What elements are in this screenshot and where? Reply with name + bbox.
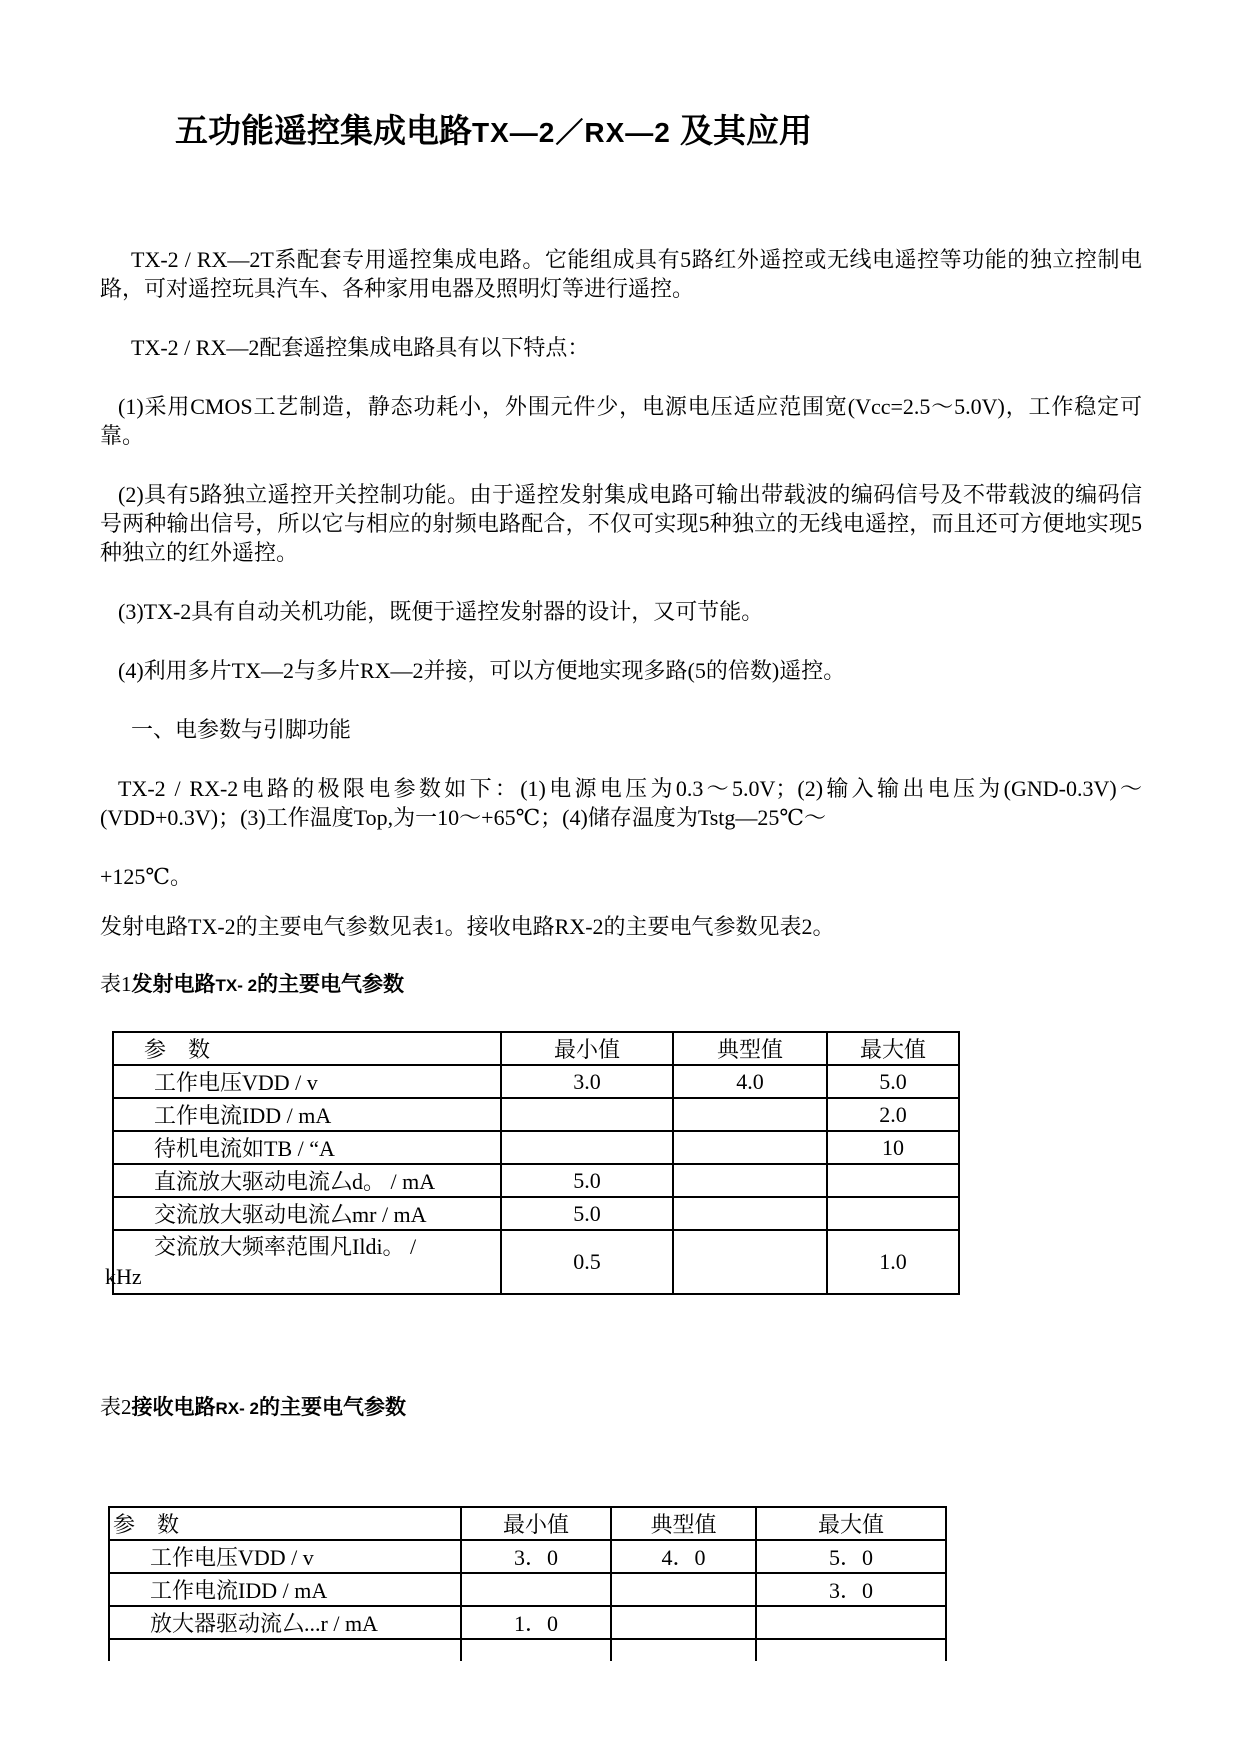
table-row (113, 1131, 959, 1164)
min-value: 0.5 (501, 1230, 673, 1294)
page-title (100, 0, 1142, 152)
table1-caption-model: TX- 2 (215, 976, 258, 995)
paragraph-feature-4: (4)利用多片TX—2与多片RX—2并接，可以方便地实现多路(5的倍数)遥控。 (118, 658, 846, 683)
typ-value (673, 1131, 827, 1164)
table-row (109, 1606, 946, 1639)
table1-caption (100, 970, 1142, 1000)
table-row (113, 1098, 959, 1131)
table2-caption-suffix: 的主要电气参数 (258, 1396, 406, 1419)
max-value: 3．0 (756, 1573, 946, 1606)
table-row (113, 1164, 959, 1197)
table1-header-typ: 典型值 (673, 1032, 827, 1065)
min-value (461, 1639, 611, 1661)
table-row (113, 1230, 959, 1294)
table2-header-min: 最小值 (461, 1507, 611, 1540)
max-value (827, 1164, 959, 1197)
typ-value (611, 1573, 756, 1606)
min-value: 3.0 (501, 1065, 673, 1098)
table1-caption-suffix: 的主要电气参数 (257, 973, 405, 996)
typ-value (611, 1639, 756, 1661)
table1-caption-circuit: 发射电路 (131, 973, 216, 996)
table2-caption-model: RX- 2 (215, 1399, 259, 1418)
param-label-line2: kHz (105, 1264, 142, 1289)
param-label: 直流放大驱动电流厶d。 / mA (113, 1164, 501, 1197)
title-tail: 及其应用 (670, 112, 812, 149)
table1-header-param: 参 数 (113, 1032, 501, 1065)
param-label: 交流放大驱动电流厶mr / mA (113, 1197, 501, 1230)
param-label: 放大器驱动流厶...r / mA (109, 1606, 461, 1639)
paragraph-feature-1: (1)采用CMOS工艺制造，静态功耗小，外围元件少，电源电压适应范围宽(Vcc=2.5～5.0V)，工作稳定可靠。 (100, 394, 1142, 448)
typ-value (673, 1197, 827, 1230)
table2-clipped-region (108, 1506, 1142, 1661)
max-value (827, 1197, 959, 1230)
min-value (501, 1098, 673, 1131)
typ-value (673, 1230, 827, 1294)
table2-header-typ: 典型值 (611, 1507, 756, 1540)
table2-header-param: 参 数 (109, 1507, 461, 1540)
table2-rx2-electrical-parameters (108, 1506, 947, 1661)
table2-header-max: 最大值 (756, 1507, 946, 1540)
param-label (109, 1639, 461, 1661)
param-label-line1: 交流放大频率范围凡Ildi。 / (154, 1234, 417, 1259)
paragraph-limit-params: TX-2 / RX-2电路的极限电参数如下：(1)电源电压为0.3～5.0V；(2)输入输出电压为(GND-0.3V)～(VDD+0.3V)；(3)工作温度Top,为一10～+65℃；(4)储存温度为Tstg—25℃～ (100, 776, 1142, 830)
max-value (756, 1639, 946, 1661)
param-label: 工作电压VDD / v (113, 1065, 501, 1098)
typ-value: 4.0 (673, 1065, 827, 1098)
table-row (109, 1540, 946, 1573)
param-label: 待机电流如TB / “A (113, 1131, 501, 1164)
min-value: 3．0 (461, 1540, 611, 1573)
table2-caption (100, 1393, 1142, 1423)
table2-caption-circuit: 接收电路 (131, 1396, 216, 1419)
min-value (501, 1131, 673, 1164)
table2-caption-number: 表2 (100, 1395, 132, 1419)
paragraph-limit-params-continued: +125℃。 (100, 864, 193, 889)
table-row-partial (109, 1639, 946, 1661)
max-value: 5.0 (827, 1065, 959, 1098)
max-value: 2.0 (827, 1098, 959, 1131)
table1-header-min: 最小值 (501, 1032, 673, 1065)
max-value: 1.0 (827, 1230, 959, 1294)
table-row (109, 1573, 946, 1606)
paragraph-tables-reference: 发射电路TX-2的主要电气参数见表1。接收电路RX-2的主要电气参数见表2。 (100, 914, 835, 939)
param-label: 工作电压VDD / v (109, 1540, 461, 1573)
section-heading-parameters: 一、电参数与引脚功能 (131, 717, 352, 742)
typ-value (673, 1164, 827, 1197)
table1-header-row (113, 1032, 959, 1065)
param-label: 工作电流IDD / mA (109, 1573, 461, 1606)
typ-value (611, 1606, 756, 1639)
paragraph-feature-3: (3)TX-2具有自动关机功能，既便于遥控发射器的设计，又可节能。 (118, 599, 764, 624)
paragraph-feature-2: (2)具有5路独立遥控开关控制功能。由于遥控发射集成电路可输出带载波的编码信号及不带载波的编码信号两种输出信号，所以它与相应的射频电路配合，不仅可实现5种独立的无线电遥控，而且还可方便地实现5种独立的红外遥控。 (100, 482, 1142, 565)
table2-header-row (109, 1507, 946, 1540)
min-value: 5.0 (501, 1164, 673, 1197)
min-value (461, 1573, 611, 1606)
paragraph-features-lead: TX-2 / RX—2配套遥控集成电路具有以下特点： (131, 335, 590, 360)
param-label: 工作电流IDD / mA (113, 1098, 501, 1131)
table1-tx2-electrical-parameters (105, 1031, 960, 1295)
table1-caption-number: 表1 (100, 972, 132, 996)
typ-value (673, 1098, 827, 1131)
max-value (756, 1606, 946, 1639)
min-value: 5.0 (501, 1197, 673, 1230)
max-value: 5．0 (756, 1540, 946, 1573)
table-row (113, 1065, 959, 1098)
param-label (105, 1230, 501, 1294)
typ-value: 4．0 (611, 1540, 756, 1573)
title-model-code: TX—2／RX—2 (472, 117, 671, 148)
table1-header-max: 最大值 (827, 1032, 959, 1065)
max-value: 10 (827, 1131, 959, 1164)
min-value: 1．0 (461, 1606, 611, 1639)
paragraph-intro: TX-2 / RX—2T系配套专用遥控集成电路。它能组成具有5路红外遥控或无线电遥控等功能的独立控制电路，可对遥控玩具汽车、各种家用电器及照明灯等进行遥控。 (100, 247, 1142, 301)
table-row (113, 1197, 959, 1230)
title-head: 五功能遥控集成电路 (175, 112, 472, 149)
